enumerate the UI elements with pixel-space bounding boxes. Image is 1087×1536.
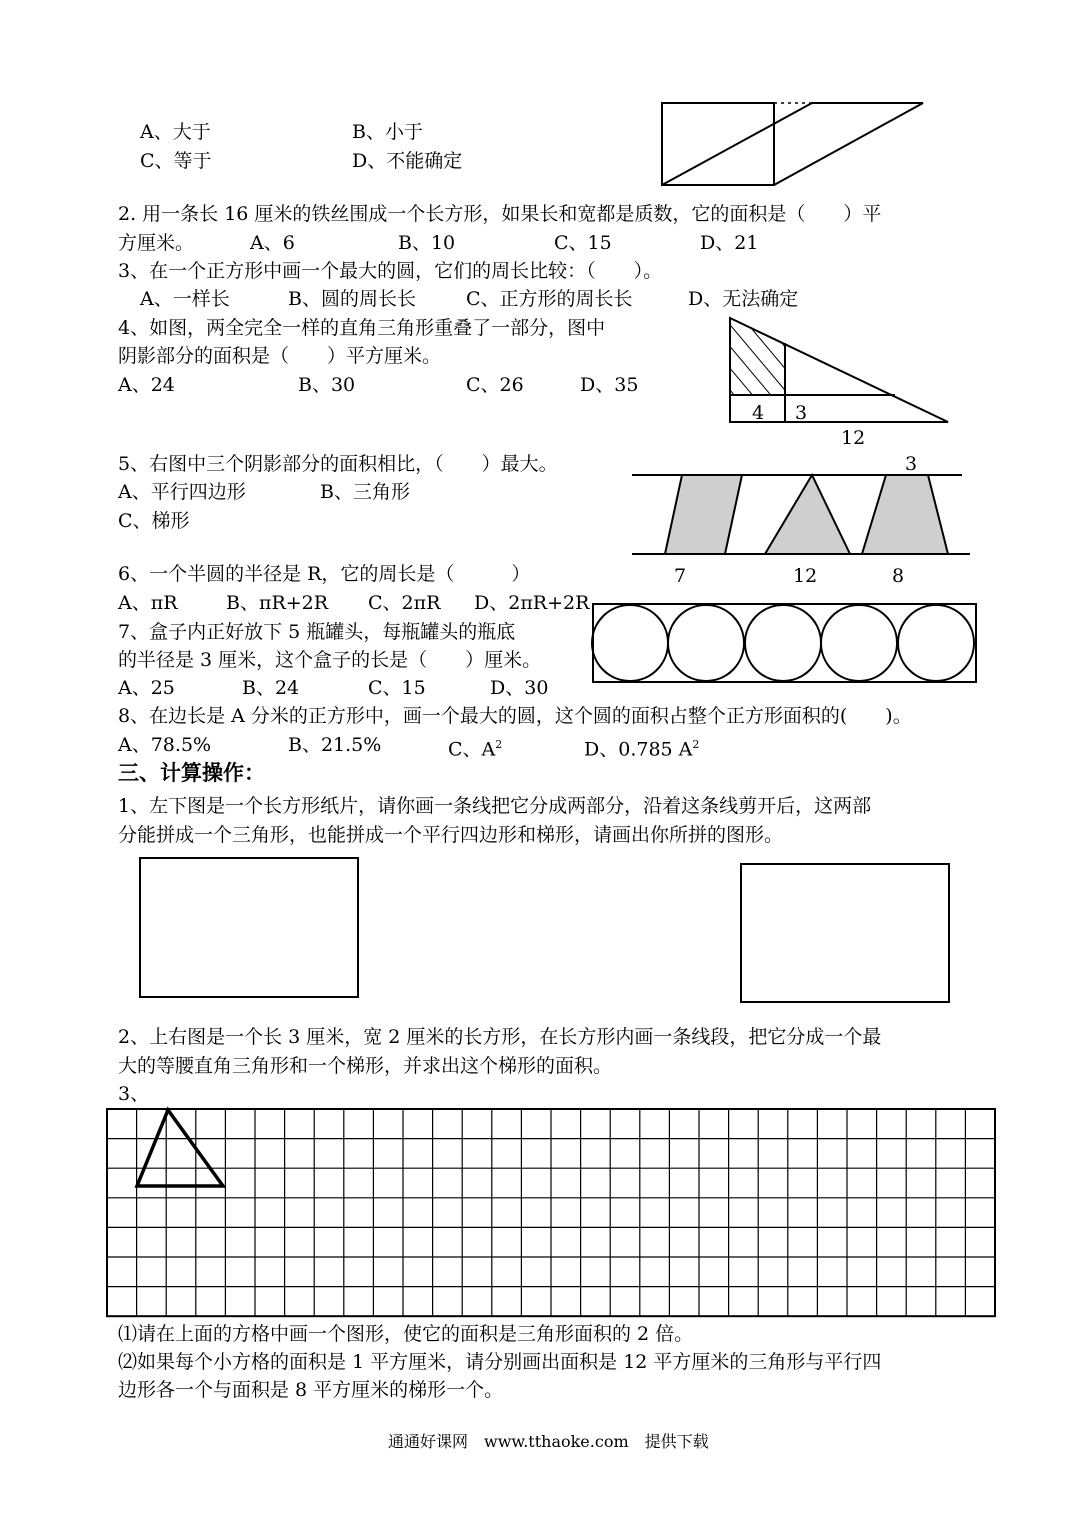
q7-fig-can-1 <box>592 605 668 681</box>
op3-sub2-line2: 边形各一个与面积是 8 平方厘米的梯形一个。 <box>118 1379 504 1401</box>
q5-fig-label-8: 8 <box>892 565 905 587</box>
q8-option-b: B、21.5% <box>288 734 382 756</box>
q2-option-b: B、10 <box>398 232 456 254</box>
q2-line2: 方厘米。 <box>118 232 195 254</box>
q7-line2: 的半径是 3 厘米，这个盒子的长是（ ）厘米。 <box>118 649 542 671</box>
footer: 通通好课网 www.tthaoke.com 提供下载 <box>388 1432 709 1451</box>
op3-label: 3、 <box>118 1083 150 1105</box>
q2-option-c: C、15 <box>554 232 612 254</box>
q7-figure <box>592 604 976 682</box>
op1-line1: 1、左下图是一个长方形纸片，请你画一条线把它分成两部分，沿着这条线剪开后，这两部 <box>118 795 872 817</box>
section-3-title: 三、计算操作： <box>118 761 265 785</box>
q7-line1: 7、盒子内正好放下 5 瓶罐头，每瓶罐头的瓶底 <box>118 621 516 643</box>
op2-line2: 大的等腰直角三角形和一个梯形，并求出这个梯形的面积。 <box>118 1055 613 1077</box>
q1-fig-parallelogram <box>662 103 923 185</box>
q3-option-a: A、一样长 <box>140 288 230 310</box>
q5-fig-trapezoid <box>862 475 948 554</box>
q4-figure <box>730 318 948 422</box>
q8-text: 8、在边长是 A 分米的正方形中，画一个最大的圆，这个圆的面积占整个正方形面积的( )。 <box>118 705 912 727</box>
q5-fig-label-7: 7 <box>674 565 687 587</box>
q1-option-c: C、等于 <box>140 150 212 172</box>
q8-option-d: D、0.785 $A^2$ <box>584 738 700 761</box>
q2-option-d: D、21 <box>700 232 759 254</box>
q7-option-b: B、24 <box>242 677 300 699</box>
q5-fig-parallelogram <box>665 475 742 554</box>
op2-rectangle <box>741 864 949 1002</box>
q3-option-c: C、正方形的周长长 <box>466 288 633 310</box>
q1-fig-rectangle <box>662 103 774 185</box>
q5-figure <box>632 475 970 554</box>
q4-line1: 4、如图，两全完全一样的直角三角形重叠了一部分，图中 <box>118 317 606 339</box>
q8-option-a: A、78.5% <box>118 734 212 756</box>
q2-line1: 2. 用一条长 16 厘米的铁丝围成一个长方形，如果长和宽都是质数，它的面积是（ ）平 <box>118 203 882 225</box>
q5-option-b: B、三角形 <box>320 481 410 503</box>
q1-figure <box>662 103 923 185</box>
q6-option-b: B、πR+2R <box>226 592 329 614</box>
op1-line2: 分能拼成一个三角形，也能拼成一个平行四边形和梯形，请画出你所拼的图形。 <box>118 824 784 846</box>
op3-sub1: ⑴请在上面的方格中画一个图形，使它的面积是三角形面积的 2 倍。 <box>118 1323 694 1345</box>
q3-option-d: D、无法确定 <box>688 288 799 310</box>
q7-option-a: A、25 <box>118 677 175 699</box>
q5-text: 5、右图中三个阴影部分的面积相比，（ ）最大。 <box>118 453 558 475</box>
q1-option-d: D、不能确定 <box>352 150 463 172</box>
q5-fig-label-top: 3 <box>905 453 918 475</box>
q5-option-a: A、平行四边形 <box>118 481 246 503</box>
op2-line1: 2、上右图是一个长 3 厘米，宽 2 厘米的长方形，在长方形内画一条线段，把它分成一个最 <box>118 1026 882 1048</box>
q4-line2: 阴影部分的面积是（ ）平方厘米。 <box>118 345 442 367</box>
q3-text: 3、在一个正方形中画一个最大的圆，它们的周长比较：（ ）。 <box>118 260 663 282</box>
op3-grid <box>107 1109 995 1316</box>
q6-text: 6、一个半圆的半径是 R，它的周长是（ ） <box>118 563 531 585</box>
q1-option-a: A、大于 <box>140 121 211 143</box>
q4-fig-label-3: 3 <box>795 402 808 424</box>
q2-option-a: A、6 <box>250 232 295 254</box>
q4-fig-label-4: 4 <box>752 402 765 424</box>
q4-option-c: C、26 <box>466 374 524 396</box>
q7-fig-box <box>593 604 976 682</box>
q7-fig-can-4 <box>821 605 897 681</box>
q8-option-d-exponent: 2 <box>692 738 700 751</box>
q7-fig-can-3 <box>745 605 821 681</box>
op1-rectangle <box>140 858 358 997</box>
q6-option-d: D、2πR+2R <box>474 592 590 614</box>
q7-fig-can-2 <box>668 605 744 681</box>
q7-option-d: D、30 <box>490 677 549 699</box>
op3-grid-triangle <box>137 1110 223 1186</box>
q5-option-c: C、梯形 <box>118 510 190 532</box>
q4-option-a: A、24 <box>118 374 175 396</box>
q8-option-c-exponent: 2 <box>495 738 503 751</box>
q4-option-d: D、35 <box>580 374 639 396</box>
q5-fig-triangle <box>765 475 850 554</box>
q6-option-a: A、πR <box>118 592 178 614</box>
q4-option-b: B、30 <box>298 374 356 396</box>
q1-option-b: B、小于 <box>352 121 423 143</box>
q3-option-b: B、圆的周长长 <box>288 288 416 310</box>
q4-fig-label-12: 12 <box>841 427 866 449</box>
q7-fig-can-5 <box>898 605 974 681</box>
op3-sub2-line1: ⑵如果每个小方格的面积是 1 平方厘米，请分别画出面积是 12 平方厘米的三角形与平行四 <box>118 1351 882 1373</box>
q7-option-c: C、15 <box>368 677 426 699</box>
q4-fig-shaded <box>730 318 785 395</box>
q5-fig-label-12: 12 <box>793 565 818 587</box>
q8-option-c: C、$A^2$ <box>448 738 503 761</box>
q6-option-c: C、2πR <box>368 592 441 614</box>
